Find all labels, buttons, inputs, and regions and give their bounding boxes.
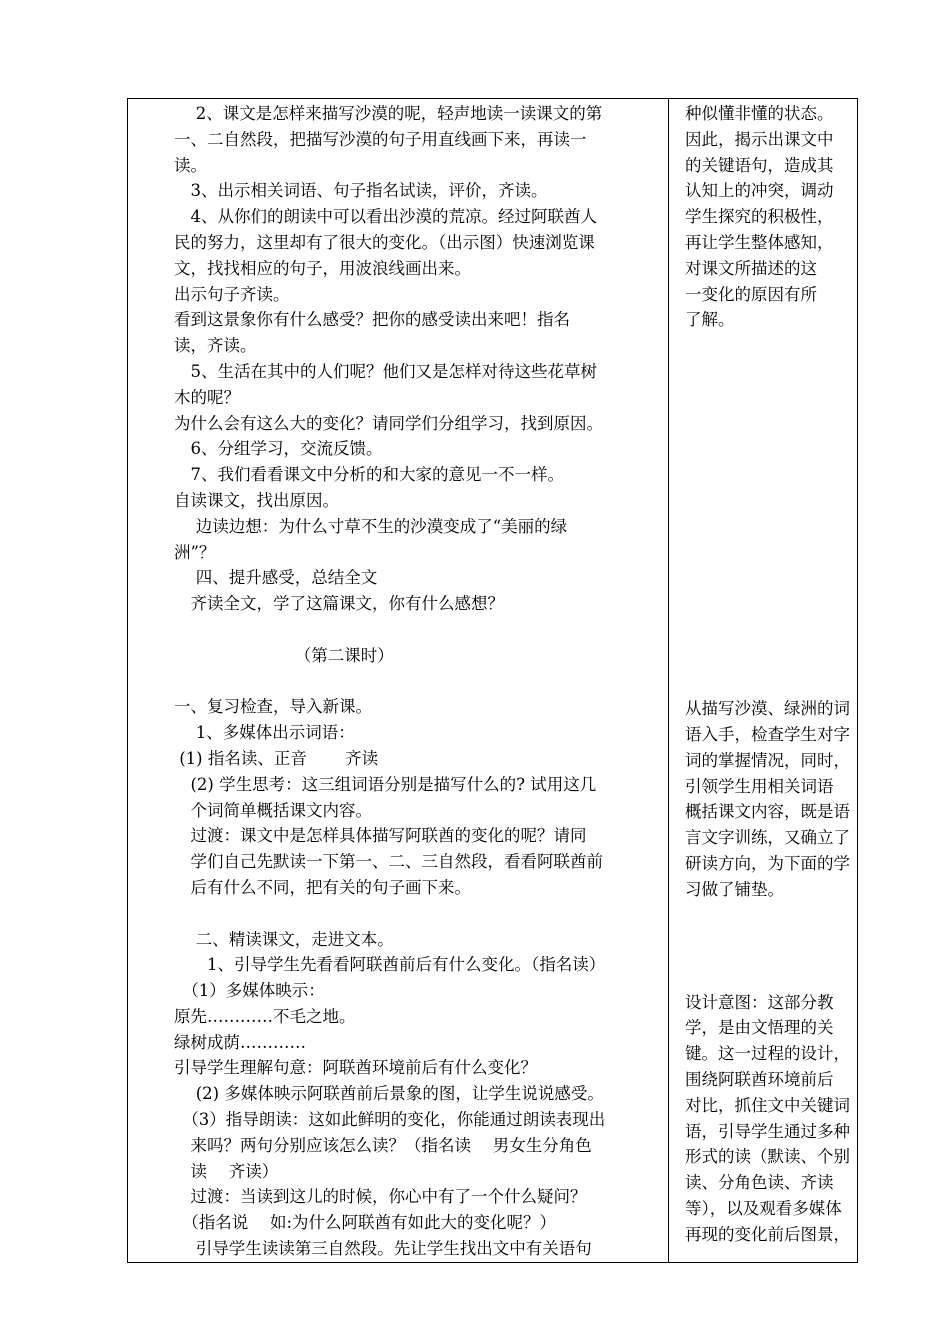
text-line: 对比，抓住文中关键词 xyxy=(685,1095,850,1115)
text-line: （1）多媒体映示： xyxy=(174,981,325,1001)
text-line: 读。 xyxy=(174,155,207,175)
text-line: （第二课时） xyxy=(174,645,394,665)
text-line: 4、从你们的朗读中可以看出沙漠的荒凉。经过阿联酋人 xyxy=(174,207,597,227)
text-line: 习做了铺垫。 xyxy=(685,879,784,899)
text-line: 认知上的冲突，调动 xyxy=(685,181,834,201)
text-line: 看到这景象你有什么感受？把你的感受读出来吧！指名 xyxy=(174,310,570,330)
text-line: 的关键语句，造成其 xyxy=(685,155,834,175)
teaching-process-text xyxy=(128,101,668,1262)
text-line: 引导学生读读第三自然段。先让学生找出文中有关语句 xyxy=(174,1239,592,1259)
text-line: (1) 指名读、正音 齐读 xyxy=(174,748,379,768)
design-note-3 xyxy=(669,990,857,1248)
text-line: 因此，揭示出课文中 xyxy=(685,129,834,149)
text-line: 读，齐读。 xyxy=(174,336,257,356)
text-line: 洲”？ xyxy=(174,542,216,562)
text-line: 二、精读课文，走进文本。 xyxy=(174,929,394,949)
text-line: 出示句子齐读。 xyxy=(174,284,290,304)
text-line xyxy=(174,669,668,695)
text-line: 对课文所描述的这 xyxy=(685,258,817,278)
text-line: 引领学生用相关词语 xyxy=(685,776,834,796)
text-line: 一、二自然段，把描写沙漠的句子用直线画下来，再读一 xyxy=(174,129,587,149)
text-line: 学生探究的积极性， xyxy=(685,207,834,227)
text-line: (2) 多媒体映示阿联酋前后景象的图，让学生说说感受。 xyxy=(174,1084,604,1104)
text-line: 言文字训练，又确立了 xyxy=(685,828,850,848)
text-line: 学们自己先默读一下第一、二、三自然段，看看阿联酋前 xyxy=(174,852,603,872)
text-line: 个词简单概括课文内容。 xyxy=(174,800,372,820)
design-note-2 xyxy=(669,696,857,902)
text-line: 再让学生整体感知， xyxy=(685,232,834,252)
text-line: 读 齐读） xyxy=(174,1161,279,1181)
text-line: 一、复习检查，导入新课。 xyxy=(174,697,372,717)
text-line: 自读课文，找出原因。 xyxy=(174,490,339,510)
text-line: 过渡：当读到这儿的时候，你心中有了一个什么疑问？ xyxy=(174,1187,587,1207)
text-line: 语入手，检查学生对字 xyxy=(685,724,850,744)
text-line: 5、生活在其中的人们呢？他们又是怎样对待这些花草树 xyxy=(174,361,597,381)
text-line: 后有什么不同，把有关的句子画下来。 xyxy=(174,877,471,897)
text-line: 2、课文是怎样来描写沙漠的呢，轻声地读一读课文的第 xyxy=(174,104,603,123)
text-line: 从描写沙漠、绿洲的词 xyxy=(685,699,850,719)
text-line: 1、多媒体出示词语： xyxy=(174,723,355,743)
text-line: 学，是由文悟理的关 xyxy=(685,1018,834,1038)
text-line: 绿树成荫………… xyxy=(174,1032,306,1052)
text-line: 四、提升感受，总结全文 xyxy=(174,568,378,588)
text-line: 键。这一过程的设计， xyxy=(685,1044,850,1064)
text-line: 研读方向，为下面的学 xyxy=(685,853,850,873)
text-line: 为什么会有这么大的变化？请同学们分组学习，找到原因。 xyxy=(174,413,603,433)
text-line: 围绕阿联酋环境前后 xyxy=(685,1069,834,1089)
text-line xyxy=(174,901,668,927)
design-note-1 xyxy=(669,101,857,333)
text-line: 过渡：课文中是怎样具体描写阿联酋的变化的呢？请同 xyxy=(174,826,587,846)
text-line: 词的掌握情况，同时， xyxy=(685,750,850,770)
text-line: 种似懂非懂的状态。 xyxy=(685,104,834,123)
text-line: （3）指导朗读：这如此鲜明的变化，你能通过朗读表现出 xyxy=(174,1110,606,1130)
text-line xyxy=(174,617,668,643)
text-line: 木的呢？ xyxy=(174,387,240,407)
text-line: 来吗？两句分别应该怎么读？（指名读 男女生分角色 xyxy=(174,1135,592,1155)
text-line: (2) 学生思考：这三组词语分别是描写什么的? 试用这几 xyxy=(174,774,597,794)
text-line: 原先…………不毛之地。 xyxy=(174,1006,356,1026)
text-line: 文，找找相应的句子，用波浪线画出来。 xyxy=(174,258,471,278)
text-line: 读、分角色读、齐读 xyxy=(685,1173,834,1193)
text-line: 民的努力，这里却有了很大的变化。（出示图）快速浏览课 xyxy=(174,232,595,252)
text-line: 3、出示相关词语、句子指名试读，评价，齐读。 xyxy=(174,181,548,201)
text-line: （指名说 如:为什么阿联酋有如此大的变化呢？） xyxy=(174,1213,557,1233)
text-line: 设计意图：这部分教 xyxy=(685,992,834,1012)
text-line: 1、引导学生先看看阿联酋前后有什么变化。（指名读） xyxy=(174,955,606,975)
text-line: 齐读全文，学了这篇课文，你有什么感想？ xyxy=(174,594,504,614)
teaching-process-cell xyxy=(128,99,669,1263)
text-line: 等），以及观看多媒体 xyxy=(685,1198,842,1218)
text-line: 形式的读（默读、个别 xyxy=(685,1147,850,1167)
text-line: 了解。 xyxy=(685,310,735,330)
design-notes-cell xyxy=(669,99,858,1263)
text-line: 6、分组学习，交流反馈。 xyxy=(174,439,383,459)
text-line: 7、我们看看课文中分析的和大家的意见一不一样。 xyxy=(174,465,564,485)
text-line: 边读边想：为什么寸草不生的沙漠变成了“美丽的绿 xyxy=(174,516,568,536)
text-line: 语，引导学生通过多种 xyxy=(685,1121,850,1141)
text-line: 引导学生理解句意：阿联酋环境前后有什么变化？ xyxy=(174,1058,537,1078)
text-line: 概括课文内容，既是语 xyxy=(685,802,850,822)
lesson-plan-table xyxy=(127,98,858,1263)
text-line: 再现的变化前后图景， xyxy=(685,1224,850,1244)
text-line: 一变化的原因有所 xyxy=(685,284,817,304)
